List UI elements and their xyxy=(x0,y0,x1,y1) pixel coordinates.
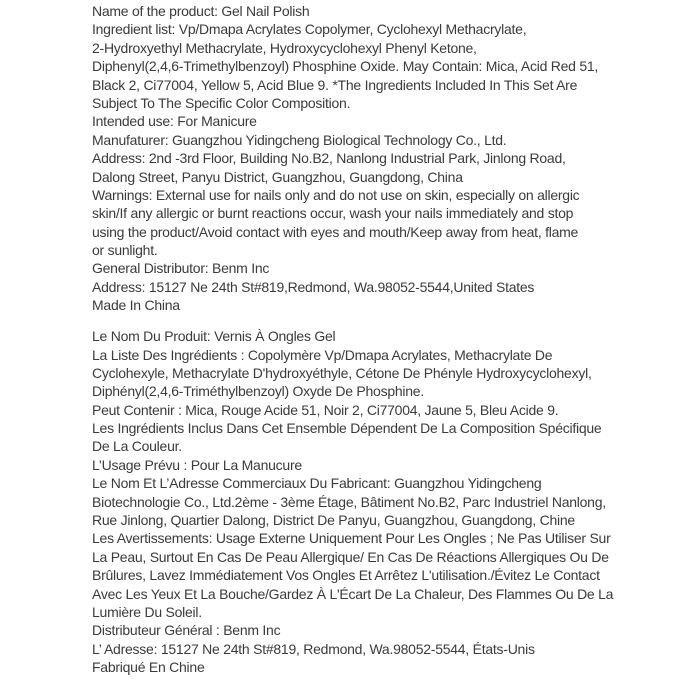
text-line: Intended use: For Manicure xyxy=(92,113,257,130)
english-section xyxy=(92,2,622,315)
text-line: Subject To The Specific Color Composition. xyxy=(92,94,351,111)
text-line: Brûlures, Lavez Immédiatement Vos Ongles Et Arrêtez L'utilisation./Évitez Le Contact xyxy=(92,567,600,584)
text-line: Diphényl(2,4,6-Triméthylbenzoyl) Oxyde De Phosphine. xyxy=(92,383,424,400)
text-line: Distributeur Général : Benm Inc xyxy=(92,622,281,639)
label-document xyxy=(92,2,622,677)
text-line: Diphenyl(2,4,6-Trimethylbenzoyl) Phosphine Oxide. May Contain: Mica, Acid Red 51, xyxy=(92,58,599,75)
text-line: Le Nom Du Produit: Vernis À Ongles Gel xyxy=(92,328,336,345)
text-line: L’ Adresse: 15127 Ne 24th St#819, Redmond, Wa.98052-5544, États-Unis xyxy=(92,640,535,657)
french-section xyxy=(92,327,622,676)
text-line: using the product/Avoid contact with eyes and mouth/Keep away from heat, flame xyxy=(92,223,579,240)
text-line: General Distributor: Benm Inc xyxy=(92,260,270,277)
text-line: La Liste Des Ingrédients : Copolymère Vp/Dmapa Acrylates, Methacrylate De xyxy=(92,346,553,363)
text-line: Black 2, Ci77004, Yellow 5, Acid Blue 9. *The Ingredients Included In This Set Are xyxy=(92,76,578,93)
text-line: L’Usage Prévu : Pour La Manucure xyxy=(92,456,302,473)
text-line: Les Avertissements: Usage Externe Uniquement Pour Les Ongles ; Ne Pas Utiliser Sur xyxy=(92,530,611,547)
text-line: Biotechnologie Co., Ltd.2ème - 3ème Étage, Bâtiment No.B2, Parc Industriel Nanlong, xyxy=(92,493,606,510)
text-line: Name of the product: Gel Nail Polish xyxy=(92,3,310,19)
text-line: Rue Jinlong, Quartier Dalong, District De Panyu, Guangzhou, Guangdong, Chine xyxy=(92,512,575,529)
text-line: Les Ingrédients Inclus Dans Cet Ensemble Dépendent De La Composition Spécifique xyxy=(92,420,602,437)
text-line: Made In China xyxy=(92,297,180,314)
text-line: Address: 2nd -3rd Floor, Building No.B2, Nanlong Industrial Park, Jinlong Road, xyxy=(92,150,566,167)
text-line: Ingredient list: Vp/Dmapa Acrylates Copolymer, Cyclohexyl Methacrylate, xyxy=(92,21,527,38)
text-line: Fabriqué En Chine xyxy=(92,659,205,676)
text-line: Avec Les Yeux Et La Bouche/Gardez À L'Écart De La Chaleur, Des Flammes Ou De La xyxy=(92,585,614,602)
text-line: or sunlight. xyxy=(92,242,158,259)
text-line: skin/If any allergic or burnt reactions occur, wash your nails immediately and stop xyxy=(92,205,574,222)
text-line: Le Nom Et L’Adresse Commerciaux Du Fabricant: Guangzhou Yidingcheng xyxy=(92,475,542,492)
text-line: Warnings: External use for nails only and do not use on skin, especially on allergic xyxy=(92,186,580,203)
text-line: De La Couleur. xyxy=(92,438,182,455)
text-line: Cyclohexyle, Methacrylate D'hydroxyéthyle, Cétone De Phényle Hydroxycyclohexyl, xyxy=(92,364,592,381)
text-line: La Peau, Surtout En Cas De Peau Allergique/ En Cas De Réactions Allergiques Ou De xyxy=(92,548,609,565)
text-line: 2-Hydroxyethyl Methacrylate, Hydroxycyclohexyl Phenyl Ketone, xyxy=(92,39,477,56)
text-line: Dalong Street, Panyu District, Guangzhou, Guangdong, China xyxy=(92,168,463,185)
text-line: Peut Contenir : Mica, Rouge Acide 51, Noir 2, Ci77004, Jaune 5, Bleu Acide 9. xyxy=(92,401,559,418)
text-line: Lumière Du Soleil. xyxy=(92,604,202,620)
text-line: Address: 15127 Ne 24th St#819,Redmond, Wa.98052-5544,United States xyxy=(92,278,535,295)
text-line: Manufaturer: Guangzhou Yidingcheng Biological Technology Co., Ltd. xyxy=(92,131,507,148)
